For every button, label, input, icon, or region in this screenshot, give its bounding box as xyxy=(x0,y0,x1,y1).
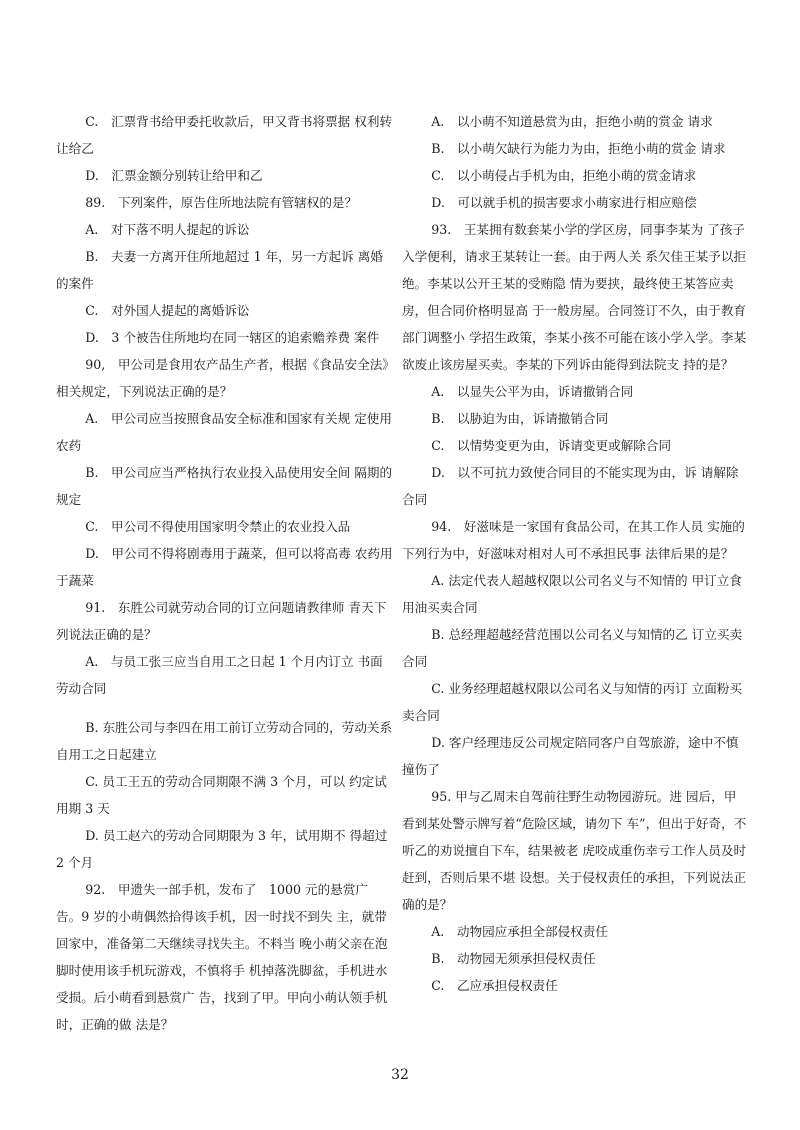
paragraph: C. 对外国人提起的离婚诉讼 xyxy=(56,303,250,318)
paragraph: B. 夫妻一方离开住所地超过 1 年，另一方起诉 离婚的案件 xyxy=(56,249,383,291)
paragraph: 90, 甲公司是食用农产品生产者，根据《食品安全法》相关规定，下列说法正确的是？ xyxy=(56,357,389,399)
paragraph: 91. 东胜公司就劳动合同的订立问题请教律师 青天下列说法正确的是？ xyxy=(56,600,387,642)
paragraph: D. 员工赵六的劳动合同期限为 3 年，试用期不 得超过 2 个月 xyxy=(56,828,392,870)
paragraph: B. 动物园无须承担侵权责任 xyxy=(402,951,596,966)
right-column xyxy=(402,108,751,999)
paragraph: C. 乙应承担侵权责任 xyxy=(402,978,558,993)
paragraph: 89. 下列案件，原告住所地法院有管辖权的是？ xyxy=(56,195,358,210)
paragraph: C. 甲公司不得使用国家明令禁止的农业投入品 xyxy=(56,519,351,534)
paragraph: 93. 王某拥有数套某小学的学区房，同事李某为 了孩子入学便利，请求王某转让一套。由于两人关 系欠佳王某予以拒绝。李某以公开王某的受贿隐 情为要挟，最终使王某答应卖房，但合同价格明显高 于一般房屋。合同签订不久，由于教育部门调整小 学招生政策，李某小孩不可能在该小学入学。李某 欲废止该房屋买卖。李某的下列诉由能得到法院支 持的是？ xyxy=(402,222,751,372)
paragraph: D. 甲公司不得将剧毒用于蔬菜，但可以将高毒 农药用于蔬菜 xyxy=(56,546,393,588)
paragraph: D. 以不可抗力致使合同目的不能实现为由，诉 请解除合同 xyxy=(402,465,739,507)
paragraph: B. 以小萌欠缺行为能力为由，拒绝小萌的赏金 请求 xyxy=(402,141,726,156)
paragraph: B. 总经理超越经营范围以公司名义与知情的乙 订立买卖合同 xyxy=(402,627,743,669)
paragraph: 95. 甲与乙周末自驾前往野生动物园游玩。进 园后，甲看到某处警示牌写着“危险区域，请勿下 车”，但出于好奇，不听乙的劝说擅自下车，结果被老 虎咬成重伤幸亏工作人员及时赶到，否则后果不堪 设想。关于侵权责任的承担，下列说法正确的是？ xyxy=(402,789,747,912)
paragraph: A. 与员工张三应当自用工之日起 1 个月内订立 书面劳动合同 xyxy=(56,654,383,696)
paragraph: D. 可以就手机的损害要求小萌家进行相应赔偿 xyxy=(402,195,697,210)
paragraph: B. 以胁迫为由，诉请撤销合同 xyxy=(402,411,609,426)
paragraph: D. 3 个被告住所地均在同一辖区的追索赡养费 案件 xyxy=(56,330,380,345)
paragraph: A. 以小萌不知道悬赏为由，拒绝小萌的赏金 请求 xyxy=(402,114,713,129)
paragraph: A. 对下落不明人提起的诉讼 xyxy=(56,222,250,237)
paragraph: B. 甲公司应当严格执行农业投入品使用安全间 隔期的规定 xyxy=(56,465,393,507)
paragraph: C. 员工王五的劳动合同期限不满 3 个月，可以 约定试用期 3 天 xyxy=(56,774,387,816)
paragraph: C. 以小萌侵占手机为由，拒绝小萌的赏金请求 xyxy=(402,168,697,183)
paragraph: A. 甲公司应当按照食品安全标准和国家有关规 定使用农药 xyxy=(56,411,392,453)
paragraph: B. 东胜公司与李四在用工前订立劳动合同的，劳动关系自用工之日起建立 xyxy=(56,720,393,762)
paragraph: C. 业务经理超越权限以公司名义与知情的丙订 立面粉买卖合同 xyxy=(402,681,743,723)
paragraph: D. 汇票金额分别转让给甲和乙 xyxy=(56,168,263,183)
paragraph: A. 法定代表人超越权限以公司名义与不知情的 甲订立食用油买卖合同 xyxy=(402,573,742,615)
paragraph xyxy=(56,702,394,714)
paragraph: C. 以情势变更为由，诉请变更或解除合同 xyxy=(402,438,672,453)
page-number: 32 xyxy=(391,1067,409,1083)
left-column xyxy=(56,108,394,1038)
paragraph: 92. 甲遗失一部手机，发布了 1000 元的悬赏广 告。9 岁的小萌偶然拾得该手机，因一时找不到失 主，就带回家中，准备第二天继续寻找失主。不料当 晚小萌父亲在泡脚时使用该手机玩游戏，不慎将手 机掉落洗脚盆，手机进水受损。后小萌看到悬赏广 告，找到了甲。甲向小萌认领手机时，正确的做 法是？ xyxy=(56,882,388,1032)
paragraph: C. 汇票背书给甲委托收款后，甲又背书将票据 权利转让给乙 xyxy=(56,114,393,156)
paragraph: A. 动物园应承担全部侵权责任 xyxy=(402,924,609,939)
paragraph: 94. 好滋味是一家国有食品公司，在其工作人员 实施的下列行为中，好滋味对相对人可不承担民事 法律后果的是？ xyxy=(402,519,745,561)
paragraph: D. 客户经理违反公司规定陪同客户自驾旅游，途中不慎撞伤了 xyxy=(402,735,739,777)
paragraph: A. 以显失公平为由，诉请撤销合同 xyxy=(402,384,634,399)
